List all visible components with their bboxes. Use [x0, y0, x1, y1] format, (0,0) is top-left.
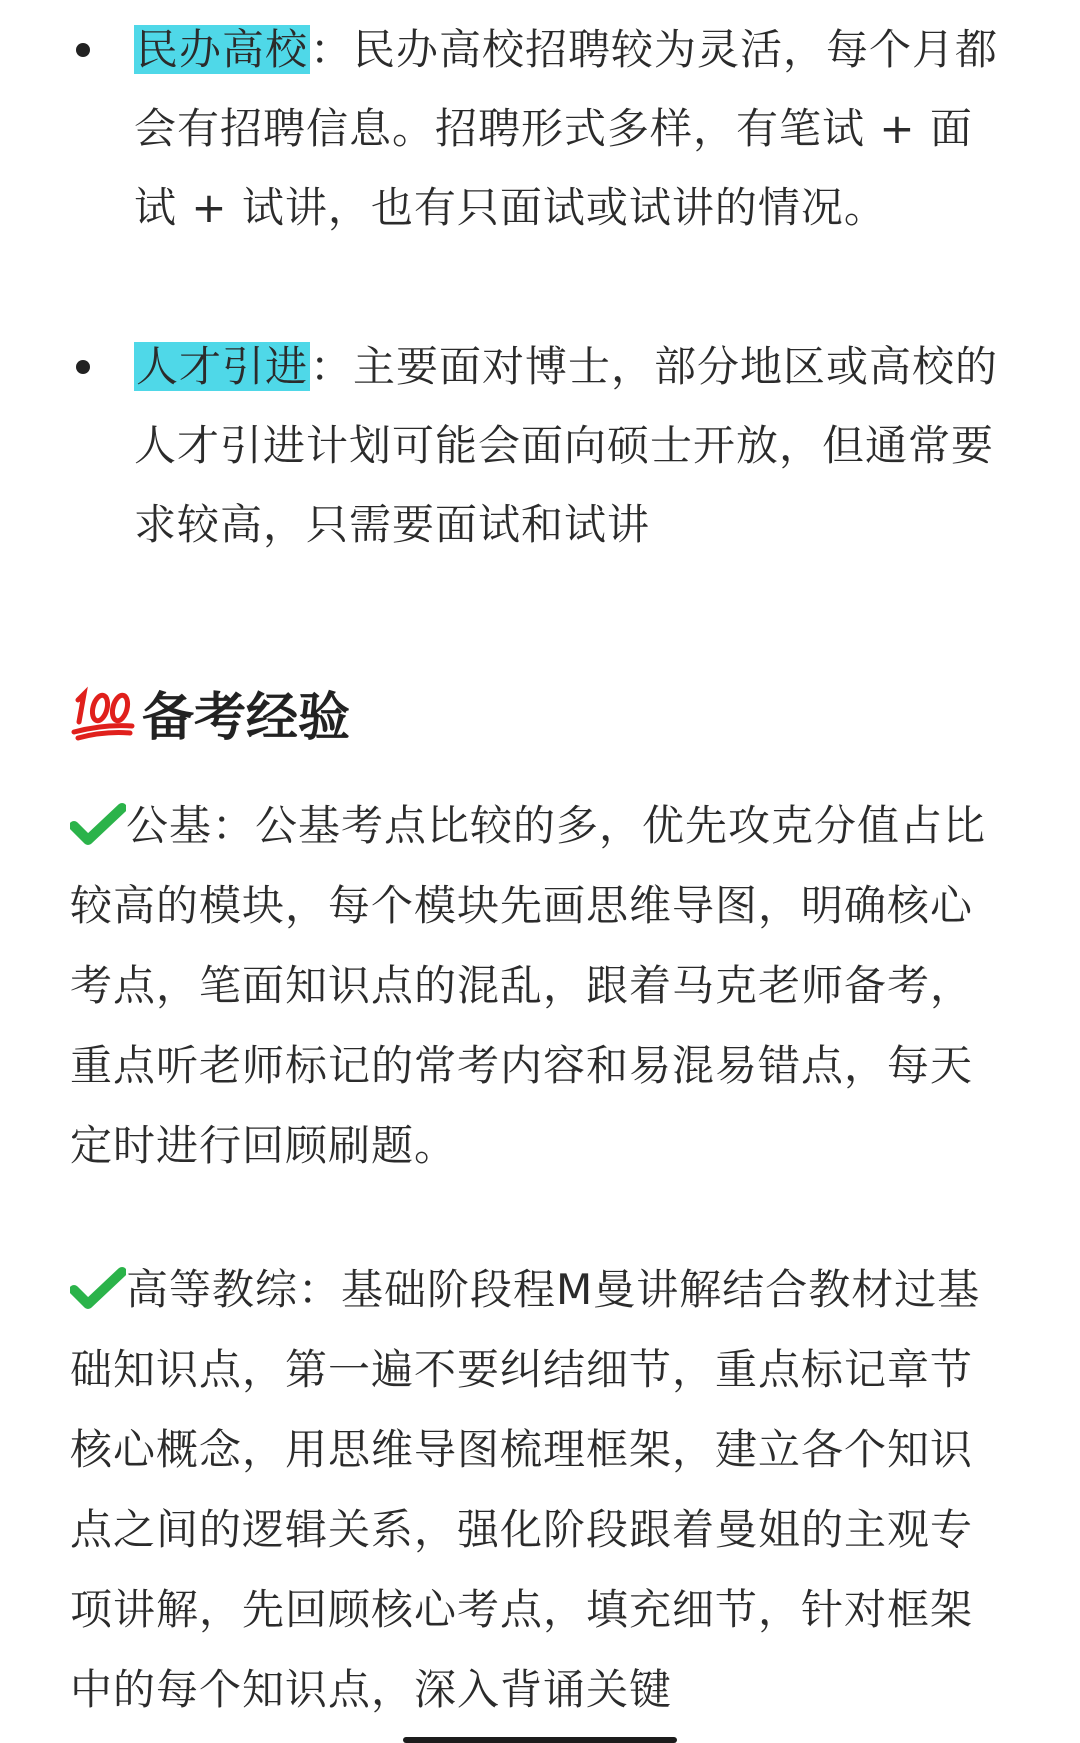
check-mark-icon: [70, 802, 126, 846]
paragraph-text: 公基：公基考点比较的多，优先攻克分值占比较高的模块，每个模块先画思维导图，明确核心考点，笔面知识点的混乱，跟着马克老师备考，重点听老师标记的常考内容和易混易错点，每天定时进行回顾刷题。: [70, 801, 987, 1170]
check-mark-icon: [70, 1266, 126, 1310]
bullet-dot: [76, 360, 90, 374]
highlight-term: 民办高校: [136, 25, 309, 74]
section-title: 备考经验: [142, 687, 351, 748]
bullet-item-talent-introduction: [0, 327, 1080, 564]
highlight-term: 人才引进: [136, 342, 309, 391]
bullet-dot: [76, 43, 90, 57]
bullet-text: ：民办高校招聘较为灵活，每个月都会有招聘信息。招聘形式多样，有笔试 + 面试 + 试讲，也有只面试或试讲的情况。: [134, 25, 999, 232]
paragraph-public-basics: [70, 786, 1015, 1186]
home-indicator[interactable]: [403, 1737, 677, 1743]
paragraph-higher-education: [70, 1250, 1015, 1730]
section-heading: [70, 676, 350, 748]
bullet-item-private-colleges: [0, 10, 1080, 247]
hundred-points-icon: [70, 682, 138, 742]
bullet-text: ：主要面对博士，部分地区或高校的人才引进计划可能会面向硕士开放，但通常要求较高，只需要面试和试讲: [134, 342, 999, 549]
paragraph-text: 高等教综：基础阶段程M曼讲解结合教材过基础知识点，第一遍不要纠结细节，重点标记章节核心概念，用思维导图梳理框架，建立各个知识点之间的逻辑关系，强化阶段跟着曼姐的主观专项讲解，先回顾核心考点，填充细节，针对框架中的每个知识点，深入背诵关键: [70, 1265, 981, 1714]
